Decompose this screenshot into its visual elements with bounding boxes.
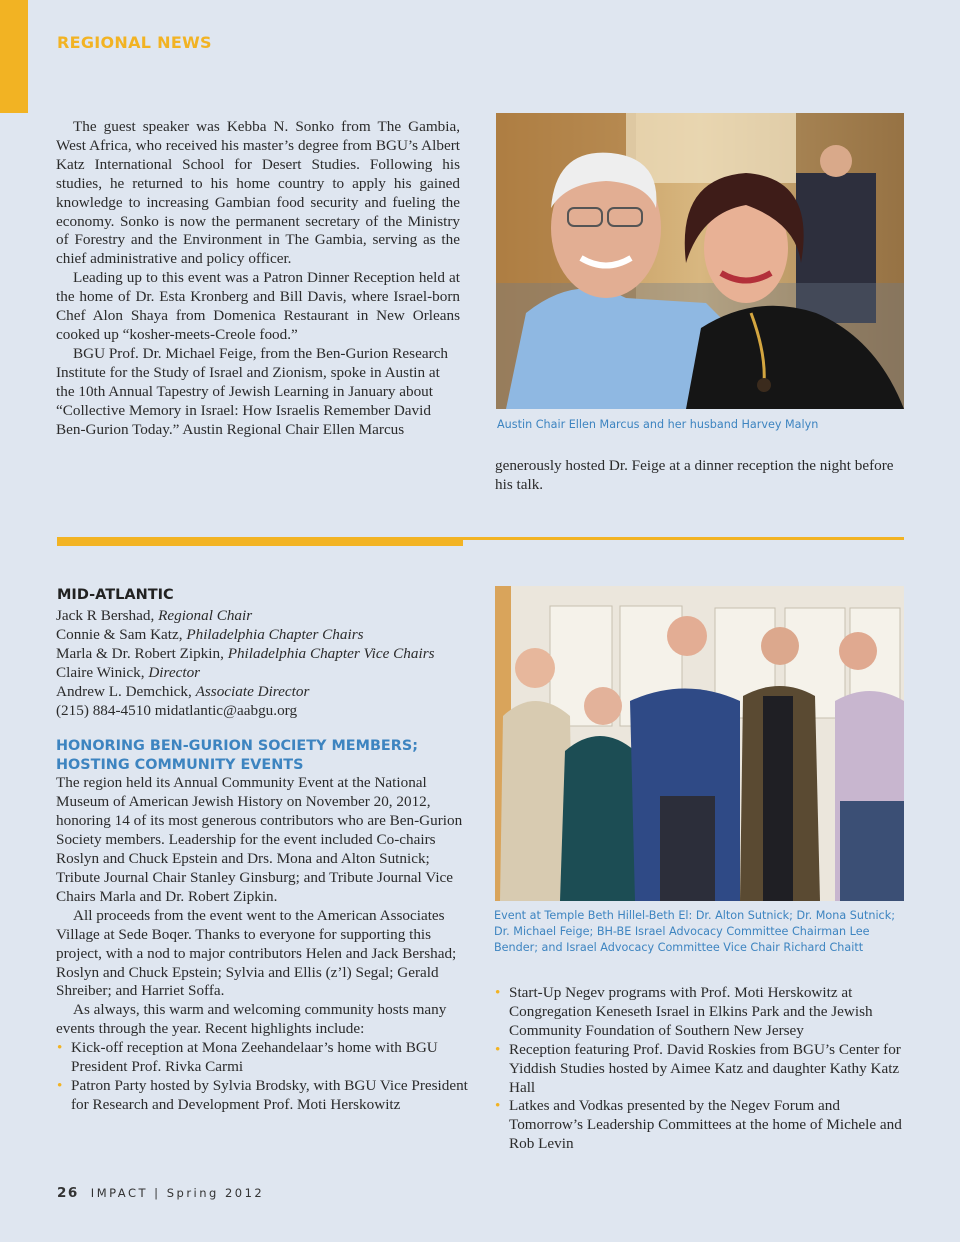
contact-name: Claire Winick,: [56, 663, 145, 681]
contact-line: [56, 645, 468, 664]
highlights-list-left: [56, 1039, 468, 1115]
top-article-continuation: generously hosted Dr. Feige at a dinner reception the night before his talk.: [495, 457, 894, 493]
page-footer: [57, 1185, 264, 1201]
list-item: • Reception featuring Prof. David Roskies from BGU’s Center for Yiddish Studies hosted by Aimee Katz and daughter Kathy Katz Hall: [494, 1041, 904, 1098]
contact-name: Jack R Bershad,: [56, 607, 155, 624]
austin-chair-photo: [496, 113, 904, 409]
top-article-column: [56, 118, 460, 439]
contact-role: Director: [148, 663, 201, 681]
contact-name: Marla & Dr. Robert Zipkin,: [56, 644, 224, 662]
highlights-column-right: [494, 984, 904, 1154]
section-label: REGIONAL NEWS: [57, 33, 212, 52]
contact-role: Associate Director: [195, 682, 310, 700]
photo-couple-illustration: [496, 113, 904, 409]
contact-line: [56, 683, 468, 702]
contact-phone-email: (215) 884-4510 midatlantic@aabgu.org: [56, 701, 298, 719]
contact-role: Philadelphia Chapter Chairs: [186, 625, 364, 643]
publication-name: IMPACT | Spring 2012: [90, 1186, 265, 1200]
section-accent-bar: [0, 0, 28, 113]
contact-role: Regional Chair: [158, 607, 253, 624]
temple-event-photo: [495, 586, 904, 901]
top-photo-caption: Austin Chair Ellen Marcus and her husband Harvey Malyn: [497, 418, 819, 431]
contact-role: Philadelphia Chapter Vice Chairs: [227, 644, 435, 662]
mid-paragraph-3: As always, this warm and welcoming community hosts many events through the year. Recent highlights include:: [56, 1001, 447, 1038]
subheading-line-2: HOSTING COMMUNITY EVENTS: [56, 756, 304, 773]
list-item: • Kick-off reception at Mona Zeehandelaar’s home with BGU President Prof. Rivka Carmi: [56, 1039, 468, 1077]
region-heading: MID-ATLANTIC: [57, 587, 174, 603]
section-divider-thin: [463, 537, 904, 540]
contact-name: Andrew L. Demchick,: [56, 682, 192, 700]
top-paragraph-3: BGU Prof. Dr. Michael Feige, from the Ben-Gurion Research Institute for the Study of Israel and Zionism, spoke in Austin at the 10th Annual Tapestry of Jewish Learning in January about “Collective Memory in Israel: How Israelis Remember David Ben-Gurion Today.” Austin Regional Chair Ellen Marcus: [56, 344, 448, 438]
contact-line: [56, 607, 468, 626]
contact-line: [56, 626, 468, 645]
list-item: • Start-Up Negev programs with Prof. Moti Herskowitz at Congregation Keneseth Israel in Elkins Park and the Jewish Community Foundation of Southern New Jersey: [494, 984, 904, 1041]
page-number: 26: [57, 1185, 79, 1201]
contact-list: [56, 607, 468, 1115]
highlights-list-right: [494, 984, 904, 1154]
photo-group-illustration: [495, 586, 904, 901]
list-item: • Patron Party hosted by Sylvia Brodsky, with BGU Vice President for Research and Development Prof. Moti Herskowitz: [56, 1077, 468, 1115]
contact-line: [56, 664, 468, 683]
bottom-photo-caption: Event at Temple Beth Hillel-Beth El: Dr. Alton Sutnick; Dr. Mona Sutnick; Dr. Michael Feige; BH-BE Israel Advocacy Committee Chairman Lee Bender; and Israel Advocacy Committee Vice Chair Richard Chaitt: [494, 909, 895, 954]
top-paragraph-2: Leading up to this event was a Patron Dinner Reception held at the home of Dr. Esta Kronberg and Bill Davis, where Israel-born Chef Alon Shaya from Domenica Restaurant in New Orleans cooked up “kosher-meets-Creole food.”: [56, 269, 460, 343]
contact-name: Connie & Sam Katz,: [56, 625, 183, 643]
subheading-line-1: HONORING BEN-GURION SOCIETY MEMBERS;: [56, 738, 418, 755]
list-item: • Latkes and Vodkas presented by the Negev Forum and Tomorrow’s Leadership Committees at the home of Michele and Rob Levin: [494, 1097, 904, 1154]
mid-paragraph-1: The region held its Annual Community Event at the National Museum of American Jewish History on November 20, 2012, honoring 14 of its most generous contributors who are Ben-Gurion Society members. Leadership for the event included Co-chairs Roslyn and Chuck Epstein and Drs. Mona and Alton Sutnick; Tribute Journal Chair Stanley Ginsburg; and Tribute Journal Vice Chairs Marla and Dr. Robert Zipkin.: [56, 774, 463, 905]
top-paragraph-1: The guest speaker was Kebba N. Sonko from The Gambia, West Africa, who received his master’s degree from BGU’s Albert Katz International School for Desert Studies. Following his studies, he returned to his home country to apply his gained knowledge to increasing Gambian food security and fueling the economy. Sonko is now the permanent secretary of the Ministry of Forestry and the Environment in The Gambia, serving as the chief administrative and policy officer.: [56, 118, 460, 268]
mid-paragraph-2: All proceeds from the event went to the American Associates Village at Sede Boqer. Thanks to everyone for supporting this project, with a nod to major contributors Helen and Jack Bershad; Roslyn and Chuck Epstein; Sylvia and Ellis (z’l) Segal; Gerald Shreiber; and Harriet Soffa.: [56, 906, 457, 1000]
section-divider: [57, 537, 463, 546]
